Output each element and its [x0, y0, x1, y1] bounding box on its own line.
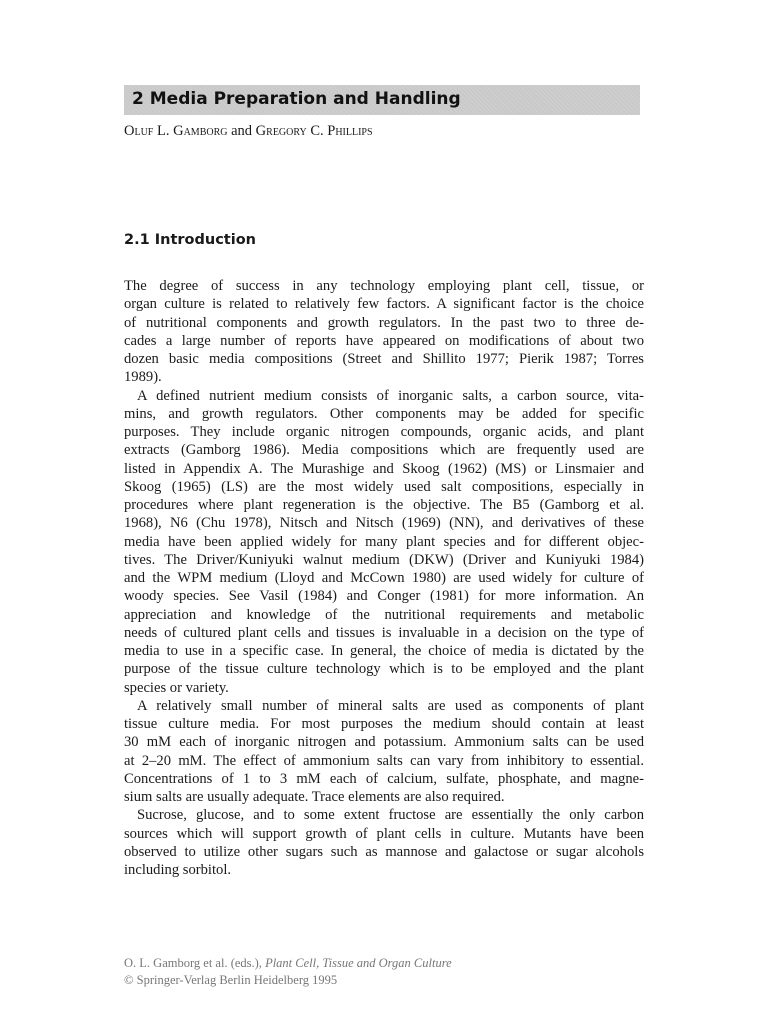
paragraph-3 [124, 697, 644, 807]
text-line: 1989). [124, 369, 162, 386]
text-line: Sucrose, glucose, and to some extent fructose are essentially the only carbon [137, 807, 644, 824]
body-text [124, 277, 644, 879]
text-line: at 2–20 mM. The effect of ammonium salts can vary from inhibitory to essential. [124, 752, 644, 769]
chapter-authors [124, 123, 373, 140]
text-line: listed in Appendix A. The Murashige and Skoog (1962) (MS) or Linsmaier and [124, 460, 644, 477]
text-line: needs of cultured plant cells and tissues is invaluable in a decision on the type of [124, 624, 644, 641]
text-line: mins, and growth regulators. Other components may be added for specific [124, 405, 644, 422]
text-line: and the WPM medium (Lloyd and McCown 1980) are used widely for culture of [124, 570, 644, 586]
text-line: A relatively small number of mineral salts are used as components of plant [137, 697, 644, 714]
text-line: species or variety. [124, 679, 229, 696]
text-line: of nutritional components and growth regulators. In the past two to three de- [124, 314, 644, 331]
text-line: sources which will support growth of plant cells in culture. Mutants have been [124, 825, 644, 842]
footer-citation [124, 955, 452, 972]
text-line: cades a large number of reports have appeared on modifications of about two [124, 332, 644, 349]
text-line: 30 mM each of inorganic nitrogen and potassium. Ammonium salts can be used [124, 734, 644, 751]
text-line: tives. The Driver/Kuniyuki walnut medium (DKW) (Driver and Kuniyuki 1984) [124, 551, 644, 568]
section-heading: 2.1 Introduction [124, 232, 256, 248]
text-line: Skoog (1965) (LS) are the most widely used salt compositions, especially in [124, 478, 644, 495]
text-line: dozen basic media compositions (Street and Shillito 1977; Pierik 1987; Torres [124, 351, 644, 367]
author-2-last: Phillips [327, 123, 373, 139]
text-line: extracts (Gamborg 1986). Media compositions which are frequently used are [124, 442, 644, 459]
author-conjunction: and [227, 123, 256, 139]
author-2-first: Gregory C. [255, 123, 328, 139]
text-line: appreciation and knowledge of the nutritional requirements and metabolic [124, 606, 644, 623]
text-line: The degree of success in any technology employing plant cell, tissue, or [124, 278, 644, 294]
text-line: purposes. They include organic nitrogen compounds, organic acids, and plant [124, 424, 644, 440]
text-line: woody species. See Vasil (1984) and Conger (1981) for more information. An [124, 588, 644, 605]
chapter-title: 2 Media Preparation and Handling [132, 89, 461, 109]
text-line: organ culture is related to relatively few factors. A significant factor is the choice [124, 296, 644, 313]
text-line: observed to utilize other sugars such as mannose and galactose or sugar alcohols [124, 843, 644, 860]
text-line: sium salts are usually adequate. Trace elements are also required. [124, 789, 505, 805]
footer-editors: O. L. Gamborg et al. (eds.), [124, 956, 266, 970]
paragraph-4 [124, 806, 644, 879]
text-line: Concentrations of 1 to 3 mM each of calcium, sulfate, phosphate, and magne- [124, 770, 644, 787]
paragraph-2 [124, 387, 644, 697]
page-footer [124, 955, 452, 989]
footer-copyright: © Springer-Verlag Berlin Heidelberg 1995 [124, 973, 338, 987]
text-line: media to use in a specific case. In general, the choice of media is dictated by the [124, 643, 644, 659]
author-1-first: Oluf L. [124, 123, 174, 139]
text-line: purpose of the tissue culture technology which is to be employed and the plant [124, 661, 644, 678]
text-line: 1968), N6 (Chu 1978), Nitsch and Nitsch (1969) (NN), and derivatives of these [124, 515, 644, 532]
paragraph-1 [124, 277, 644, 387]
author-1-last: Gamborg [173, 123, 228, 139]
text-line: procedures where plant regeneration is the objective. The B5 (Gamborg et al. [124, 497, 644, 513]
text-line: tissue culture media. For most purposes the medium should contain at least [124, 716, 644, 732]
footer-book-title: Plant Cell, Tissue and Organ Culture [265, 956, 452, 970]
text-line: A defined nutrient medium consists of inorganic salts, a carbon source, vita- [137, 387, 644, 404]
text-line: including sorbitol. [124, 862, 232, 878]
text-line: media have been applied widely for many plant species and for different objec- [124, 533, 644, 550]
